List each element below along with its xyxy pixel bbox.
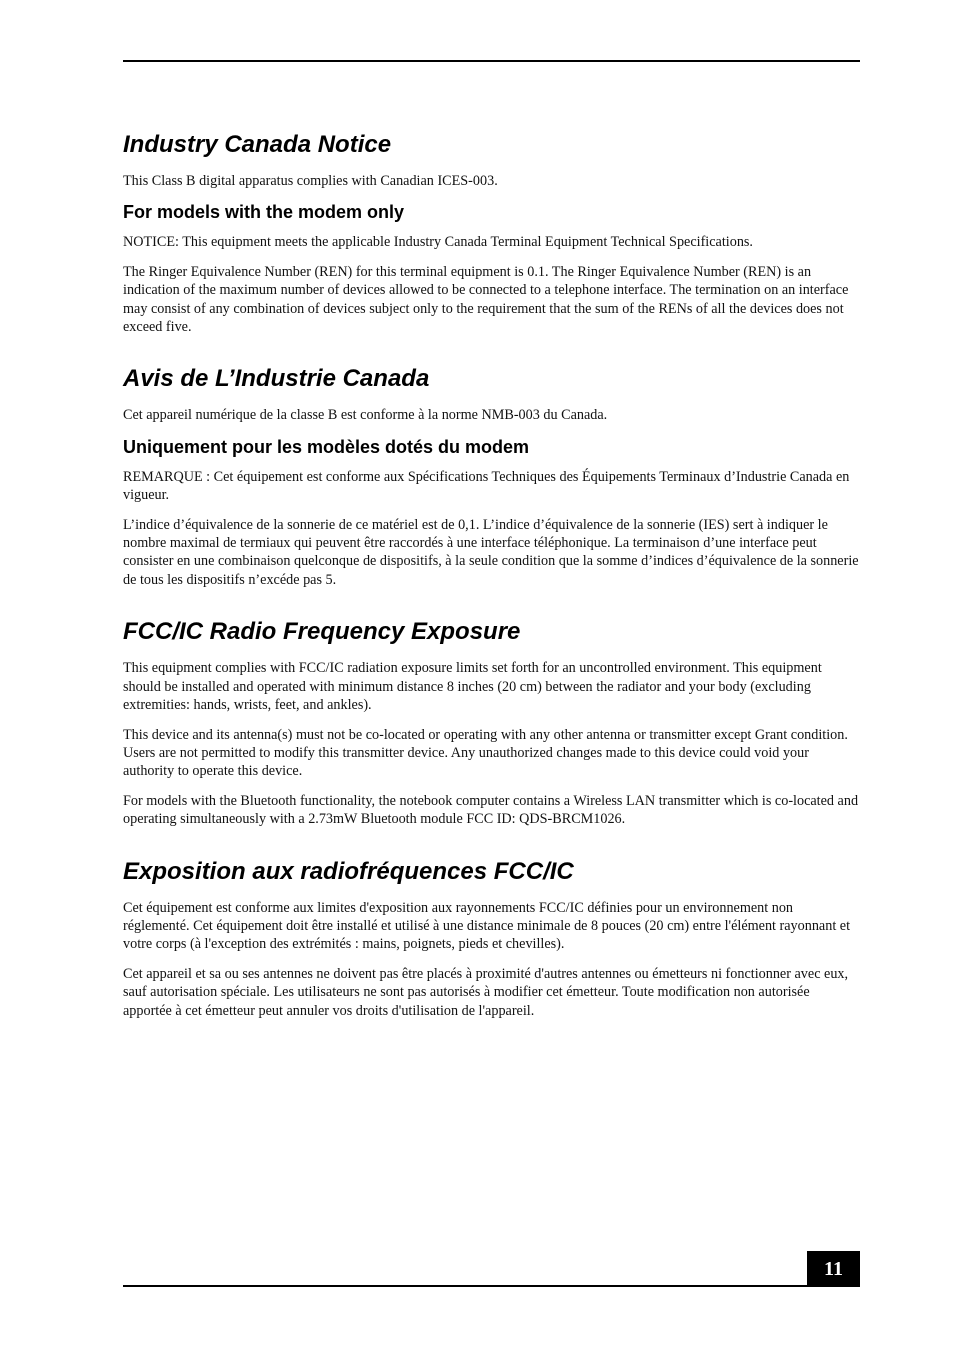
section-exposition-radiofrequences xyxy=(123,857,860,1020)
paragraph: This equipment complies with FCC/IC radiation exposure limits set forth for an uncontrolled environment. This equipment should be installed and operated with minimum distance 8 inches (20 cm) between the radiator and your body (excluding extremities: hands, wrists, feet, and ankles). xyxy=(123,660,822,714)
section-avis-industrie-canada xyxy=(123,364,860,589)
paragraph: L’indice d’équivalence de la sonnerie de ce matériel est de 0,1. L’indice d’équivalence de la sonnerie (IES) sert à indiquer le nombre maximal de termiaux qui peuvent être raccordés à une interface téléphonique. La terminaison d’une interface peut consister en une combinaison quelconque de dispositifs, à la seule condition que la somme d’indices d’équivalence de la sonnerie de tous les dispositifs n’excéde pas 5. xyxy=(123,516,859,588)
page-content xyxy=(123,130,860,1031)
page-number: 11 xyxy=(807,1251,860,1287)
header-rule xyxy=(123,60,860,62)
section-title: Avis de L’Industrie Canada xyxy=(123,365,430,393)
section-intro: Cet appareil numérique de la classe B est conforme à la norme NMB-003 du Canada. xyxy=(123,407,608,424)
sub-title: For models with the modem only xyxy=(123,202,405,223)
section-industry-canada-notice xyxy=(123,130,860,336)
paragraph: This device and its antenna(s) must not be co-located or operating with any other antenna or transmitter except Grant condition. Users are not permitted to modify this transmitter device. Any unauthorized changes made to this device could void your authority to operate this device. xyxy=(123,726,848,780)
section-title: FCC/IC Radio Frequency Exposure xyxy=(123,618,521,646)
paragraph: Cet appareil et sa ou ses antennes ne doivent pas être placés à proximité d'autres antennes ou émetteurs ni fonctionner avec eux, sauf autorisation spéciale. Les utilisateurs ne sont pas autorisés à modifier cet émetteur. Toute modification non autorisée apportée à cet émetteur peut annuler vos droits d'utilisation de l'appareil. xyxy=(123,965,849,1019)
footer-rule xyxy=(123,1285,860,1287)
section-intro: This Class B digital apparatus complies with Canadian ICES-003. xyxy=(123,173,498,189)
paragraph: NOTICE: This equipment meets the applicable Industry Canada Terminal Equipment Technical Specifications. xyxy=(123,234,753,251)
paragraph: The Ringer Equivalence Number (REN) for this terminal equipment is 0.1. The Ringer Equivalence Number (REN) is an indication of the maximum number of devices allowed to be connected to a telephone interface. The termination on an interface may consist of any combination of devices subject only to the requirement that the sum of the RENs of all the devices does not exceed five. xyxy=(123,263,849,336)
paragraph: For models with the Bluetooth functionality, the notebook computer contains a Wireless LAN transmitter which is co-located and operating simultaneously with a 2.73mW Bluetooth module FCC ID: QDS-BRCM1026. xyxy=(123,792,859,828)
section-fcc-ic-rf-exposure xyxy=(123,617,860,828)
paragraph: REMARQUE : Cet équipement est conforme aux Spécifications Techniques des Équipements Terminaux d’Industrie Canada en vigueur. xyxy=(123,468,850,504)
section-title: Industry Canada Notice xyxy=(123,131,392,158)
section-title: Exposition aux radiofréquences FCC/IC xyxy=(123,857,574,885)
sub-title: Uniquement pour les modèles dotés du modem xyxy=(123,436,530,457)
paragraph: Cet équipement est conforme aux limites d'exposition aux rayonnements FCC/IC définies pour un environnement non réglementé. Cet équipement doit être installé et utilisé à une distance minimale de 8 pouces (20 cm) entre l'élément rayonnant et votre corps (à l'exception des extrémités : mains, poignets, pieds et chevilles). xyxy=(123,899,851,953)
